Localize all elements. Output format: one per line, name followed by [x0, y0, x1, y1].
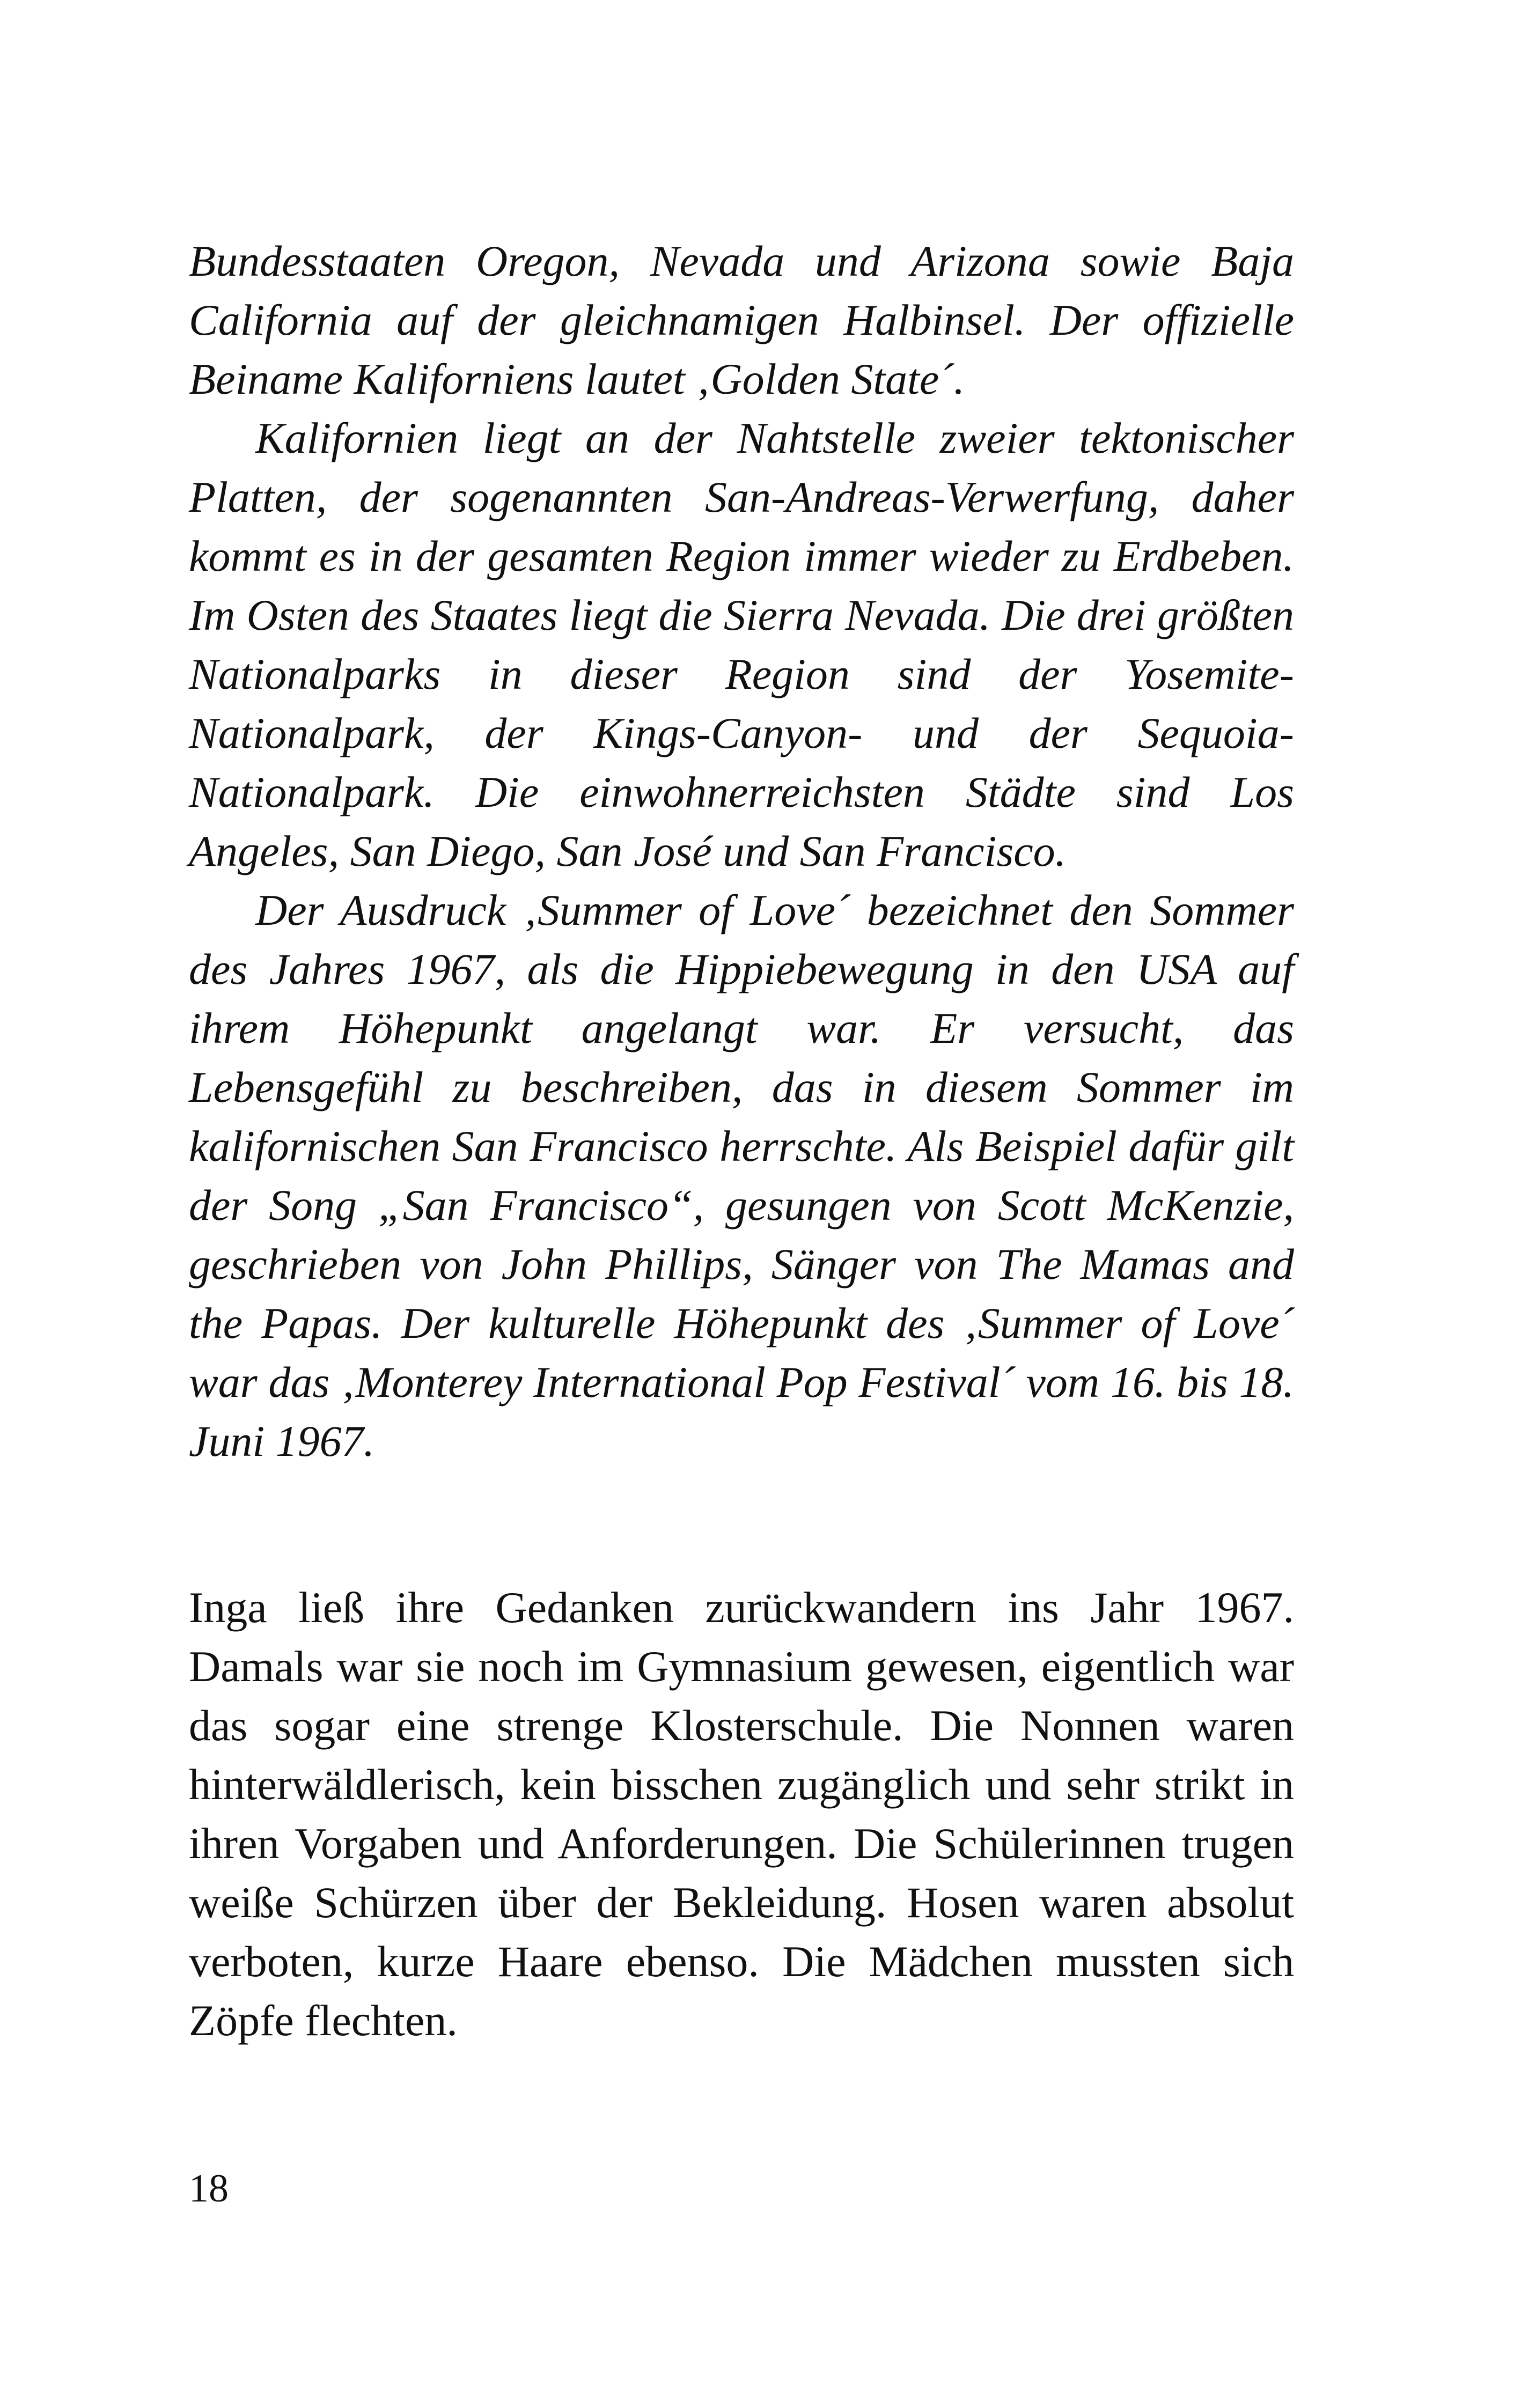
- excerpt-paragraph-1: Bundesstaaten Oregon, Nevada und Arizona sowie Baja California auf der gleichnamigen Halbinsel. Der offizielle Beiname Kaliforniens lautet ‚Golden State´.: [189, 237, 1294, 403]
- excerpt-paragraph-2: Kalifornien liegt an der Nahtstelle zweier tektonischer Platten, der sogenannten San-Andreas-Verwerfung, daher kommt es in der gesamten Region immer wieder zu Erdbeben. Im Osten des Staates liegt die Sierra Nevada. Die drei größten Nationalparks in dieser Region sind der Yosemite-Nationalpark, der Kings-Canyon- und der Sequoia-Nationalpark. Die einwohnerreichsten Städte sind Los Angeles, San Diego, San José und San Francisco.: [189, 414, 1294, 875]
- page-number: 18: [189, 2167, 229, 2211]
- excerpt-paragraph-3: Der Ausdruck ‚Summer of Love´ bezeichnet den Sommer des Jahres 1967, als die Hippiebewegung in den USA auf ihrem Höhepunkt angelangt war. Er versucht, das Lebensgefühl zu beschreiben, das in diesem Sommer im kalifornischen San Francisco herrschte. Als Beispiel dafür gilt der Song „San Francisco“, gesungen von Scott McKenzie, geschrieben von John Phillips, Sänger von The Mamas and the Papas. Der kulturelle Höhepunkt des ‚Summer of Love´ war das ‚Monterey International Pop Festival´ vom 16. bis 18. Juni 1967.: [189, 886, 1294, 1466]
- italic-excerpt: [189, 232, 1294, 1471]
- narrative-paragraph: Inga ließ ihre Gedanken zurückwandern ins Jahr 1967. Damals war sie noch im Gymnasium gewesen, eigentlich war das sogar eine strenge Klosterschule. Die Nonnen waren hinterwäldlerisch, kein bisschen zugänglich und sehr strikt in ihren Vorgaben und Anforderungen. Die Schülerinnen trugen weiße Schürzen über der Bekleidung. Hosen waren absolut verboten, kurze Haare ebenso. Die Mädchen mussten sich Zöpfe flechten.: [189, 1583, 1294, 2045]
- narrative-text: [189, 1578, 1294, 2050]
